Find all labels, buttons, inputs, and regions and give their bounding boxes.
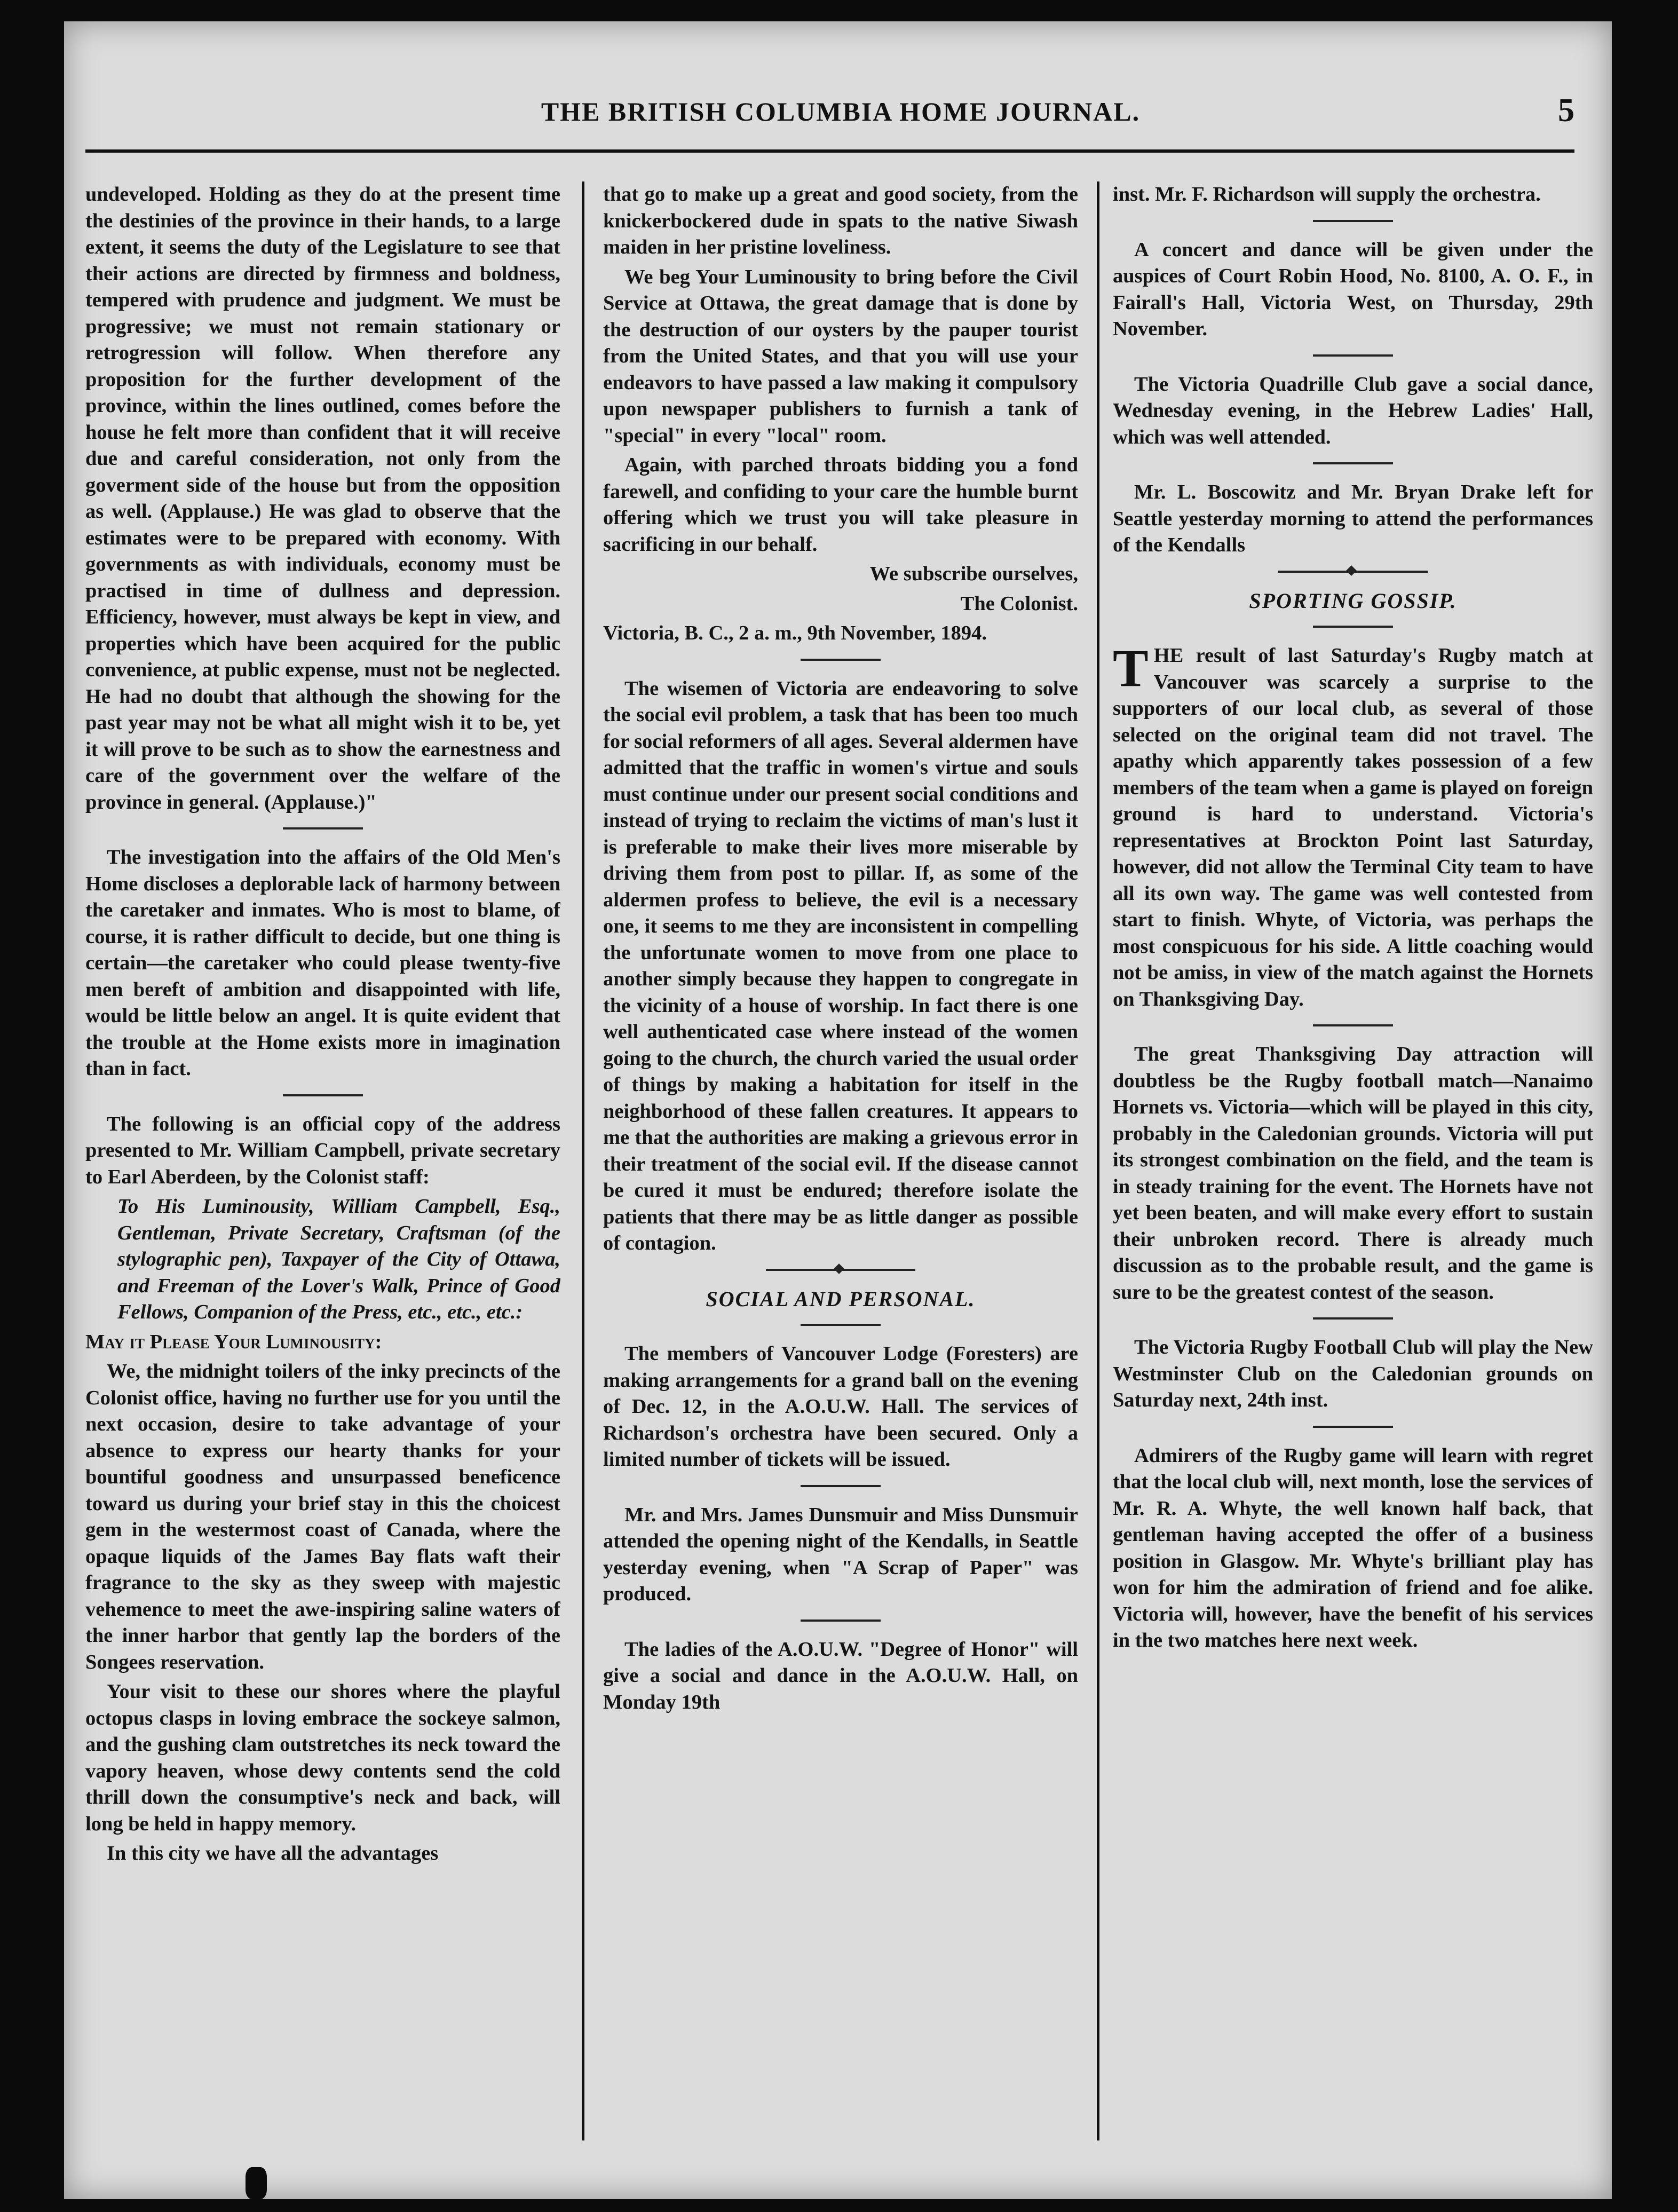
article-paragraph: In this city we have all the advantages [107,1842,439,1865]
signature: The Colonist. [960,592,1078,615]
article-paragraph: Mr. L. Boscowitz and Mr. Bryan Drake left for Seattle yesterday morning to attend the performances of the Kendalls [1113,481,1593,556]
article-paragraph: The wisemen of Victoria are endeavoring to solve the social evil problem, a task that has been too much for social reformers of all ages. Several aldermen have admitted that the traffic in women's virtue and souls must continue under our present social conditions and instead of trying to reclaim the victims of man's lust it is preferable to make their lives more miserable by driving them from post to pillar. If, as some of the aldermen profess to believe, the evil is a necessary one, it seems to me they are inconsistent in compelling the unfortunate women to move from one place to another simply because they happen to congregate in the vicinity of a house of worship. In fact there is one well authenticated case where instead of the women going to the church, the church varied the usual order of things by making a habitation for itself in the neighborhood of these fallen creatures. It appears to me that the authorities are making a grievous error in their treatment of the social evil. If the disease cannot be cured it must be endured; therefore isolate the patients that there may be as little danger as possible of contagion. [603,677,1078,1254]
section-separator [283,1094,363,1096]
section-separator [1313,462,1393,464]
section-separator [801,659,881,661]
section-separator [1313,220,1393,222]
article-paragraph: The investigation into the affairs of the Old Men's Home discloses a deplorable lack of harmony between the caretaker and inmates. Who is most to blame, of course, it is rather difficult to decide, but one thing is certain—the caretaker who could please twenty-five men bereft of ambition and disappointed with life, would be little below an angel. It is quite evident that the trouble at the Home exists more in imagination than in fact. [85,846,560,1080]
article-paragraph: Mr. and Mrs. James Dunsmuir and Miss Dunsmuir attended the opening night of the Kendalls, in Seattle yesterday evening, when "A Scrap of Paper" was produced. [603,1503,1078,1605]
column-1 [85,181,560,2146]
article-paragraph: A concert and dance will be given under the auspices of Court Robin Hood, No. 8100, A. O. F., in Fairall's Hall, Victoria West, on Thursday, 29th November. [1113,238,1593,340]
article-paragraph: Your visit to these our shores where the playful octopus clasps in loving embrace the sockeye salmon, and the gushing clam outstretches its neck toward the vapory heaven, whose dewy contents send the cold thrill down the consumptive's neck and back, will long be held in happy memory. [85,1680,560,1835]
column-divider [582,181,584,2140]
column-2 [603,181,1078,2146]
section-separator [801,1620,881,1622]
article-paragraph: We beg Your Luminousity to bring before the Civil Service at Ottawa, the great damage that is done by the destruction of our oysters by the pauper tourist from the United States, and that you will use your endeavors to have passed a law making it compulsory upon newspaper publishers to furnish a tank of "special" in every "local" room. [603,265,1078,447]
section-separator [1313,1317,1393,1320]
closing-line: We subscribe ourselves, [869,563,1078,585]
article-paragraph: Admirers of the Rugby game will learn with regret that the local club will, next month, lose the services of Mr. R. A. Whyte, the well known half back, that gentleman having accepted the offer of a business position in Glasgow. Mr. Whyte's brilliant play has won for him the admiration of friend and foe alike. Victoria will, however, have the benefit of his services in the two matches here next week. [1113,1444,1593,1652]
article-paragraph: We, the midnight toilers of the inky precincts of the Colonist office, having no further use for you until the next occasion, desire to take advantage of your absence to express our hearty thanks for your bountiful goodness and unsurpassed beneficence toward us during your brief stay in this the choicest gem in the westermost coast of Canada, where the opaque liquids of the James Bay flats waft their fragrance to the sky as they sweep with majestic vehemence to meet the awe-inspiring saline waters of the inner harbor that gently lap the borders of the Songees reservation. [85,1360,560,1673]
section-heading: SPORTING GOSSIP. [1249,588,1457,613]
journal-title: THE BRITISH COLUMBIA HOME JOURNAL. [541,97,1141,127]
article-paragraph: The members of Vancouver Lodge (Foresters) are making arrangements for a grand ball on the evening of Dec. 12, in the A.O.U.W. Hall. The services of Richardson's orchestra have been secured. Only a limited number of tickets will be issued. [603,1342,1078,1471]
article-paragraph: Again, with parched throats bidding you a fond farewell, and confiding to your care the humble burnt offering which we trust you will take pleasure in sacrificing in our behalf. [603,454,1078,556]
article-paragraph: The great Thanksgiving Day attraction will doubtless be the Rugby football match—Nanaimo Hornets vs. Victoria—which will be played in this city, probably in the Caledonian grounds. Victoria will put its strongest combination on the field, and the team is in steady training for the event. The Hornets have not yet been beaten, and will make every effort to sustain their unbroken record. There is already much discussion as to the probable result, and the game is sure to be the greatest contest of the season. [1113,1043,1593,1304]
dateline: Victoria, B. C., 2 a. m., 9th November, 1894. [603,622,987,644]
page-number: 5 [1558,92,1574,129]
article-paragraph: The following is an official copy of the address presented to Mr. William Campbell, private secretary to Earl Aberdeen, by the Colonist staff: [85,1112,560,1188]
salutation: May it Please Your Luminousity: [85,1330,382,1353]
address-heading: To His Luminousity, William Campbell, Esq., Gentleman, Private Secretary, Craftsman (of the stylographic pen), Taxpayer of the City of Ottawa, and Freeman of the Lover's Walk, Prince of Good Fellows, Companion of the Press, etc., etc., etc.: [117,1195,560,1323]
article-paragraph: The Victoria Rugby Football Club will play the New Westminster Club on the Caledonian grounds on Saturday next, 24th inst. [1113,1336,1593,1411]
article-paragraph: inst. Mr. F. Richardson will supply the orchestra. [1113,183,1541,206]
section-separator [1313,1024,1393,1026]
section-separator [1313,354,1393,357]
article-paragraph: that go to make up a great and good society, from the knickerbockered dude in spats to the native Siwash maiden in her pristine loveliness. [603,183,1078,258]
article-paragraph: The Victoria Quadrille Club gave a social dance, Wednesday evening, in the Hebrew Ladies' Hall, which was well attended. [1113,373,1593,448]
section-separator [1278,571,1428,573]
article-paragraph: undeveloped. Holding as they do at the present time the destinies of the province in their hands, to a large extent, it seems the duty of the Legislature to see that their actions are directed by firmness and boldness, tempered with prudence and judgment. We must be progressive; we must not remain stationary or retrogression will follow. When therefore any proposition for the further development of the province, within the lines outlined, comes before the house he felt more than confident that it will receive due and careful consideration, not only from the goverment side of the house but from the opposition as well. (Applause.) He was glad to observe that the estimates were to be prepared with economy. With governments as with individuals, economy must be practised in time of dullness and depression. Efficiency, however, must always be kept in view, and properties which have been acquired for the public convenience, at public expense, must not be neglected. He had no doubt that although the showing for the past year may not be what all might wish it to be, yet it will prove to be such as to show the earnestness and care of the government over the welfare of the province in general. (Applause.)" [85,183,560,813]
section-heading: SOCIAL AND PERSONAL. [706,1286,976,1311]
drop-cap: T [1113,638,1149,698]
section-separator [801,1324,881,1326]
column-3 [1113,181,1593,2146]
article-paragraph: The ladies of the A.O.U.W. "Degree of Honor" will give a social and dance in the A.O.U.W. Hall, on Monday 19th [603,1638,1078,1713]
section-separator [801,1485,881,1487]
masthead [85,92,1596,133]
section-separator [283,827,363,830]
section-separator [766,1269,915,1271]
section-separator [1313,626,1393,628]
scan-blemish [246,2167,267,2199]
column-divider [1097,181,1099,2140]
article-text: HE result of last Saturday's Rugby match at Vancouver was scarcely a surprise to the supporters of our local club, as several of those selected on the original team did not travel. The apathy which apparently takes possession of a few members of the team when a game is played on foreign ground is hard to understand. Victoria's representatives at Brockton Point last Saturday, however, did not allow the Terminal City team to have all its own way. The game was well contested from start to finish. Whyte, of Victoria, was perhaps the most conspicuous for his side. A little coaching would not be amiss, in view of the match against the Hornets on Thanksgiving Day. [1113,644,1593,1010]
header-rule [85,149,1574,153]
article-paragraph [1113,638,1593,1013]
section-separator [1313,1426,1393,1428]
newspaper-page [64,21,1612,2199]
